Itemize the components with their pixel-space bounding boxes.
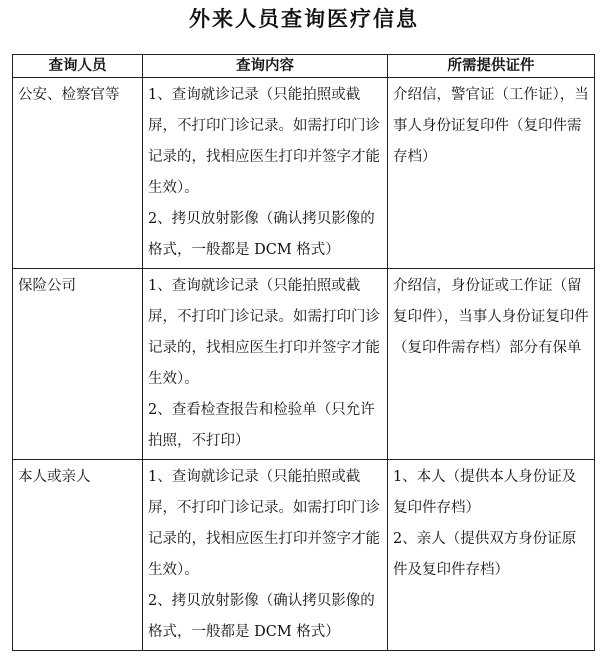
content-item: 1、查询就诊记录（只能拍照或截屏，不打印门诊记录。如需打印门诊记录的，找相应医生打印并签字才能生效）。 [148, 278, 380, 387]
header-content: 查询内容 [143, 55, 388, 78]
header-person: 查询人员 [13, 55, 143, 78]
cell-content [143, 460, 388, 651]
person-label: 公安、检察官等 [18, 87, 120, 103]
info-table [12, 54, 595, 651]
documents-item: 2、亲人（提供双方身份证原件及复印件存档） [393, 531, 577, 578]
header-row [13, 55, 595, 78]
table-row [13, 78, 595, 269]
documents-item: 介绍信，身份证或工作证（留复印件），当事人身份证复印件（复印件需存档）部分有保单 [393, 278, 589, 356]
document-title: 外来人员查询医疗信息 [189, 7, 419, 31]
content-item: 2、查看检查报告和检验单（只允许拍照，不打印） [148, 402, 375, 449]
documents-item: 1、本人（提供本人身份证及复印件存档） [393, 469, 577, 516]
content-item: 2、拷贝放射影像（确认拷贝影像的格式，一般都是 DCM 格式） [148, 593, 375, 640]
table-row [13, 269, 595, 460]
table-row [13, 460, 595, 651]
content-item: 1、查询就诊记录（只能拍照或截屏，不打印门诊记录。如需打印门诊记录的，找相应医生打印并签字才能生效）。 [148, 87, 380, 196]
person-label: 保险公司 [18, 278, 76, 294]
cell-person [13, 78, 143, 269]
content-item: 1、查询就诊记录（只能拍照或截屏，不打印门诊记录。如需打印门诊记录的，找相应医生打印并签字才能生效）。 [148, 469, 380, 578]
header-documents: 所需提供证件 [388, 55, 595, 78]
cell-person [13, 460, 143, 651]
cell-content [143, 269, 388, 460]
person-label: 本人或亲人 [18, 469, 91, 485]
cell-person [13, 269, 143, 460]
cell-documents [388, 269, 595, 460]
cell-content [143, 78, 388, 269]
documents-item: 介绍信，警官证（工作证），当事人身份证复印件（复印件需存档） [393, 87, 589, 165]
cell-documents [388, 78, 595, 269]
cell-documents [388, 460, 595, 651]
content-item: 2、拷贝放射影像（确认拷贝影像的格式，一般都是 DCM 格式） [148, 211, 375, 258]
